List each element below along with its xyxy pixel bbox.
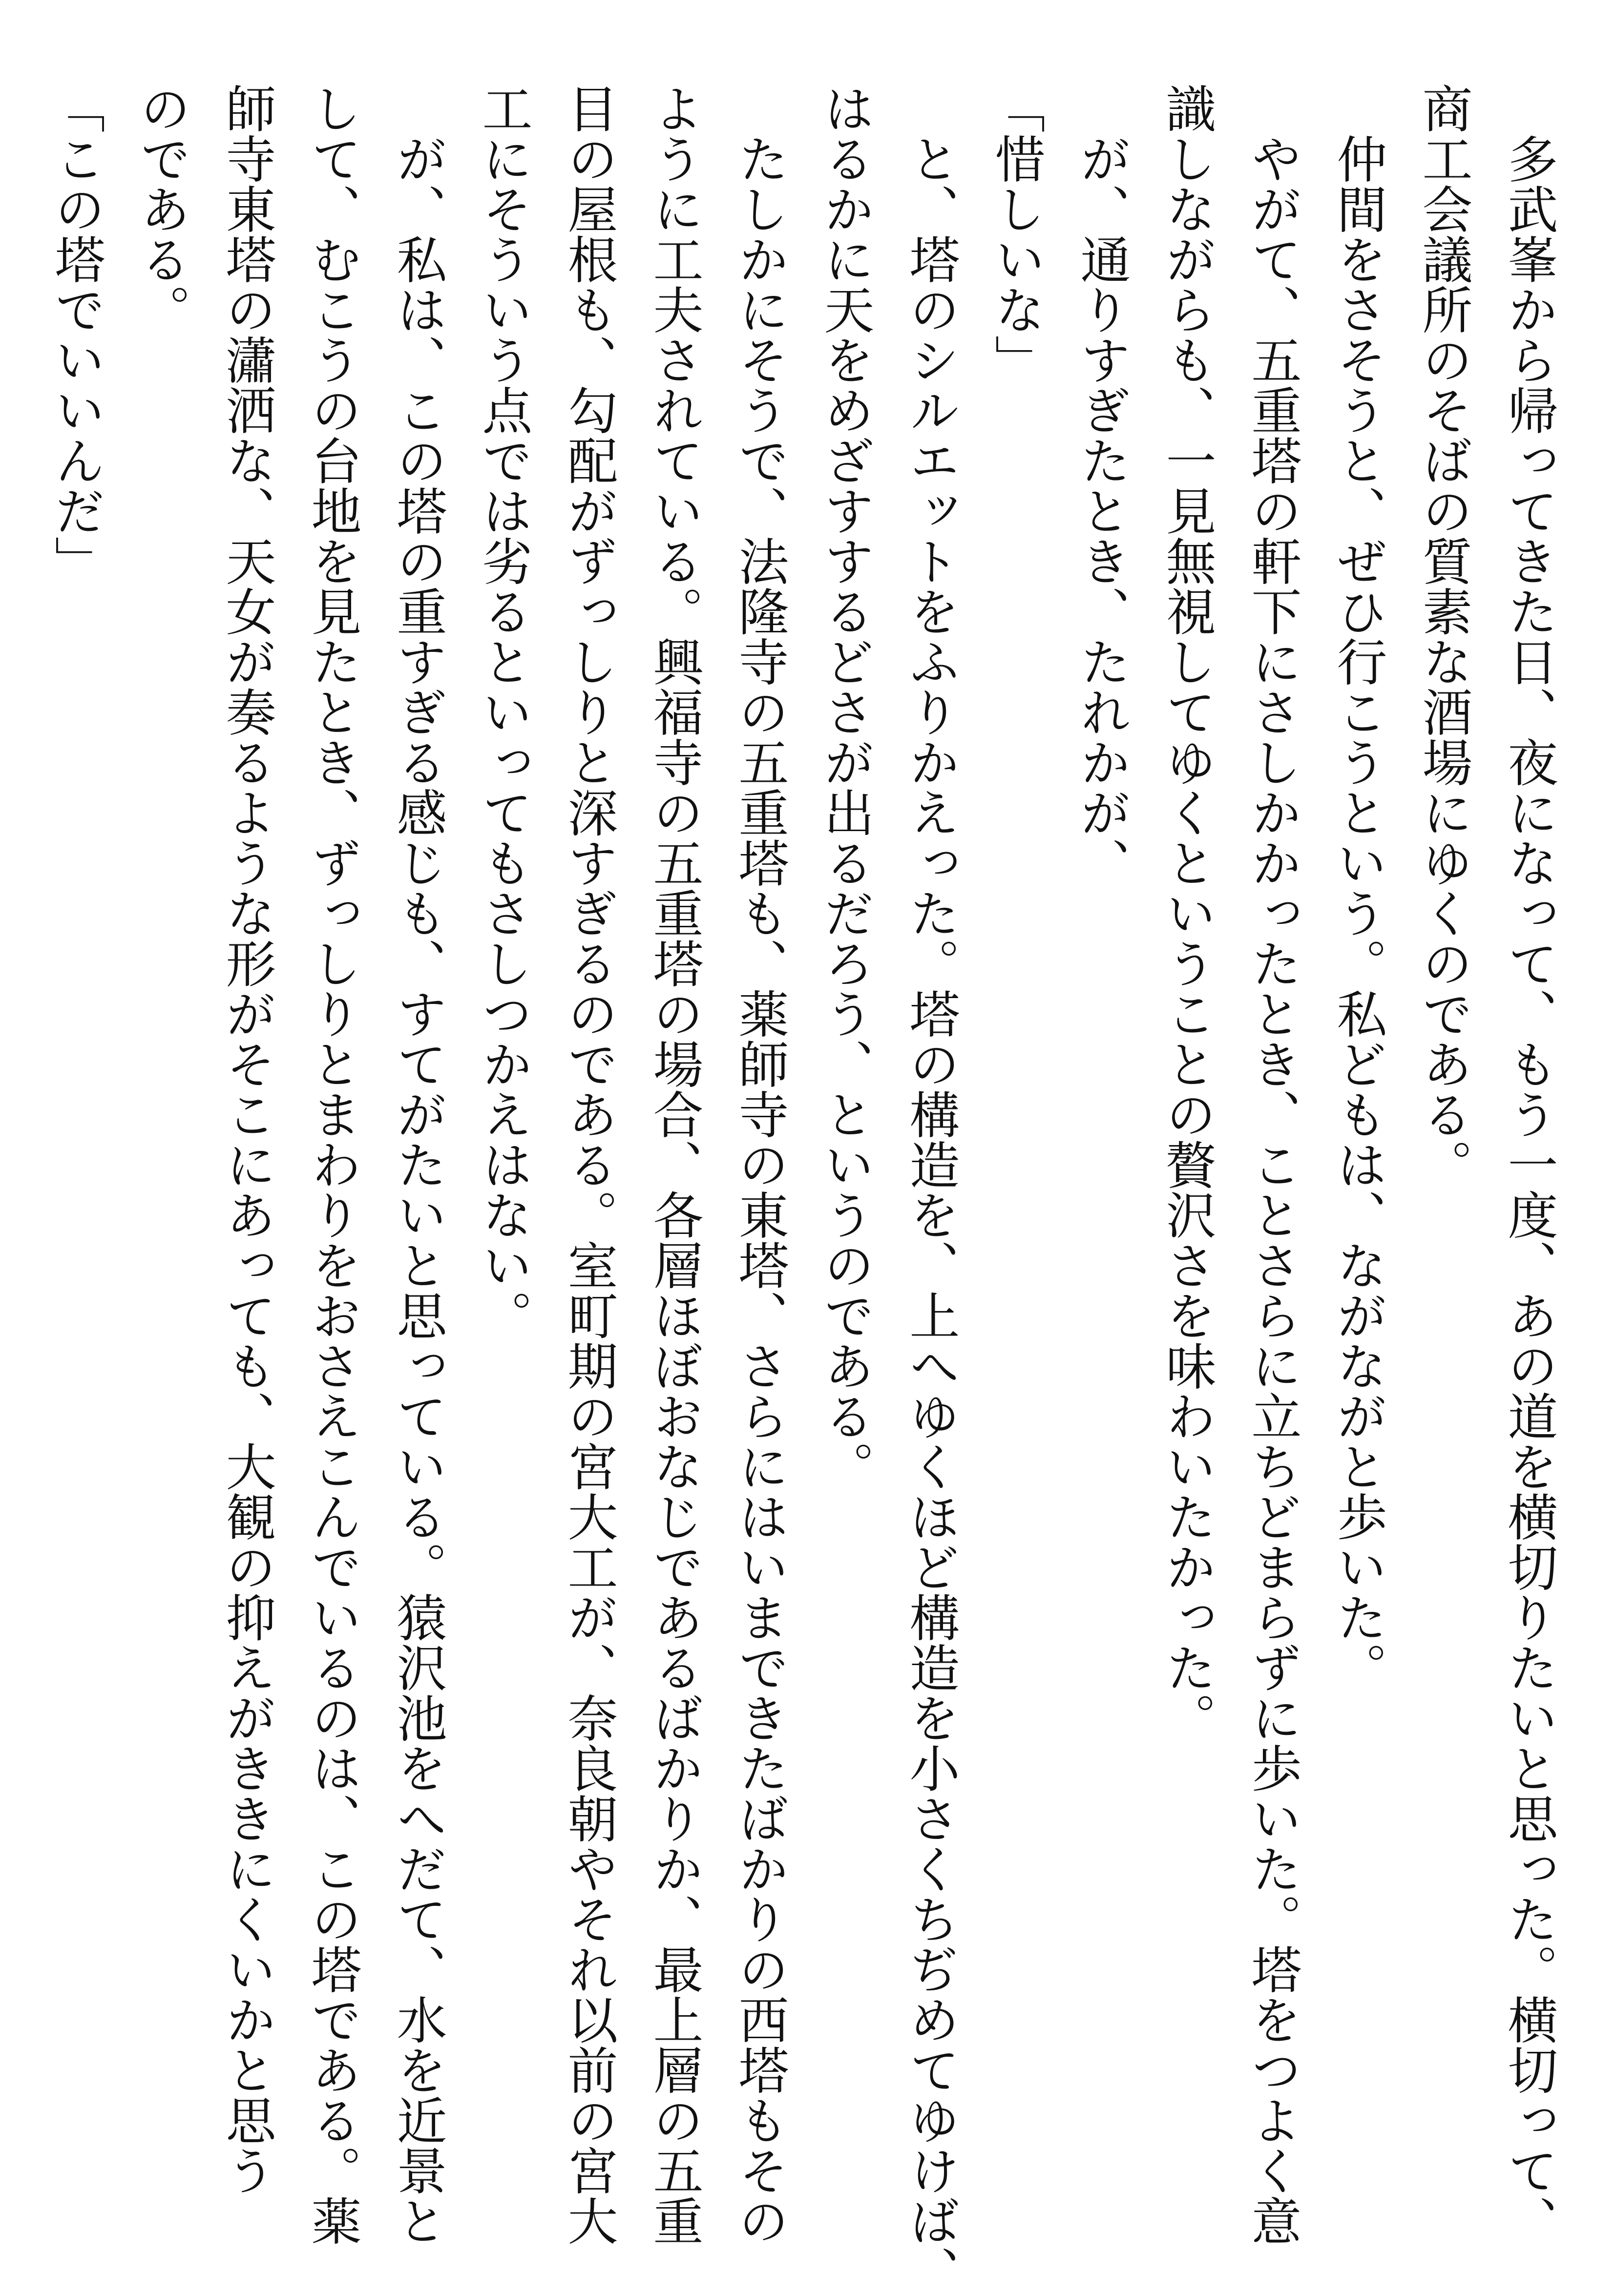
text-line: 仲間をさそうと、ぜひ行こうという。私どもは、ながながと歩いた。	[1328, 83, 1387, 1692]
text-line: 目の屋根も、勾配がずっしりと深すぎるのである。室町期の宮大工が、奈良朝やそれ以前の宮大	[559, 83, 618, 2246]
text-line: 多武峯から帰ってきた日、夜になって、もう一度、あの道を横切りたいと思った。横切って、	[1499, 83, 1558, 2246]
text-line: 「この塔でいいんだ」	[46, 83, 105, 586]
text-line: が、私は、この塔の重すぎる感じも、すてがたいと思っている。猿沢池をへだて、水を近景と	[388, 83, 447, 2246]
text-line: が、通りすぎたとき、たれかが、	[1072, 83, 1131, 888]
vertical-text-body	[33, 83, 1571, 2296]
text-line: と、塔のシルエットをふりかえった。塔の構造を、上へゆくほど構造を小さくちぢめてゆけば、	[901, 83, 960, 2296]
text-line: 商工会議所のそばの質素な酒場にゆくのである。	[1414, 83, 1472, 1190]
text-line: して、むこうの台地を見たとき、ずっしりとまわりをおさえこんでいるのは、この塔である。薬	[303, 83, 361, 2246]
text-line: ように工夫されている。興福寺の五重塔の場合、各層ほぼおなじであるばかりか、最上層の五重	[645, 83, 703, 2246]
text-line: 「惜しいな」	[986, 83, 1045, 385]
text-line: のである。	[132, 83, 190, 334]
text-line: 工にそういう点では劣るといってもさしつかえはない。	[474, 83, 532, 1340]
text-line: 師寺東塔の瀟洒な、天女が奏るような形がそこにあっても、大観の抑えがききにくいかと思う	[217, 83, 276, 2195]
text-line: やがて、五重塔の軒下にさしかかったとき、ことさらに立ちどまらずに歩いた。塔をつよく意	[1243, 83, 1301, 2246]
text-line: たしかにそうで、法隆寺の五重塔も、薬師寺の東塔、さらにはいまできたばかりの西塔もその	[730, 83, 789, 2246]
text-line: はるかに天をめざすするどさが出るだろう、というのである。	[816, 83, 874, 1491]
text-line: 識しながらも、一見無視してゆくということの贅沢さを味わいたかった。	[1157, 83, 1216, 1743]
